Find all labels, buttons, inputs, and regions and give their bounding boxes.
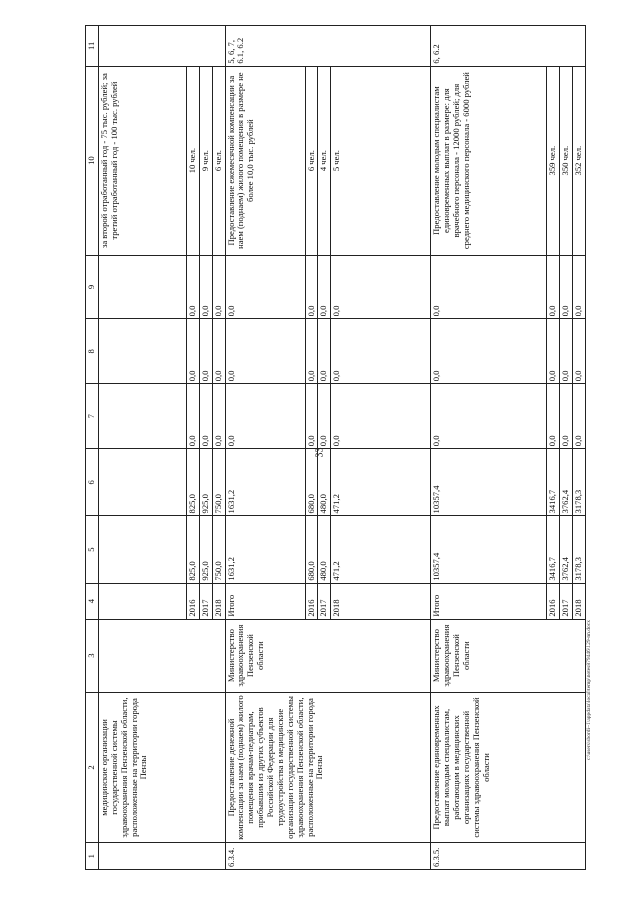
header-cell: 1 xyxy=(86,843,99,870)
value-cell: 0,0 xyxy=(186,255,199,319)
rotated-table-container xyxy=(85,25,586,870)
value-cell: 750,0 xyxy=(212,449,225,516)
value-cell: 0,0 xyxy=(225,255,305,319)
value-cell: 0,0 xyxy=(305,255,318,319)
table-row xyxy=(98,26,186,870)
result-cell: 5 чел. xyxy=(331,66,431,255)
result-cell: 9 чел. xyxy=(199,66,212,255)
item-number xyxy=(98,843,225,870)
value-cell: 680,0 xyxy=(305,516,318,583)
value-cell xyxy=(98,449,186,516)
value-cell xyxy=(98,255,186,319)
value-cell: 471,2 xyxy=(331,449,431,516)
item-name: медицинские организации государственной системы здравоохранения Пензенской области, расположенные на территории города Пензы xyxy=(98,692,225,843)
executor-cell xyxy=(98,619,225,692)
value-cell: 10357,4 xyxy=(431,516,547,583)
item-number: 6.3.5. xyxy=(431,843,586,870)
year-cell: 2018 xyxy=(331,583,431,619)
result-cell: 359 чел. xyxy=(547,66,560,255)
year-cell: 2017 xyxy=(199,583,212,619)
header-cell: 3 xyxy=(86,619,99,692)
value-cell: 3416,7 xyxy=(547,449,560,516)
indicator-cell: 5, 6, 7, 6.1, 6.2 xyxy=(225,26,431,67)
value-cell: 0,0 xyxy=(331,384,431,449)
value-cell: 0,0 xyxy=(331,319,431,384)
footer-file-path: c:\users\sbordi~1\appdata\local\temp\notes879446\129-nn.docx xyxy=(586,620,592,760)
value-cell xyxy=(98,384,186,449)
year-cell: 2017 xyxy=(560,583,573,619)
result-cell: 6 чел. xyxy=(305,66,318,255)
value-cell: 0,0 xyxy=(225,384,305,449)
header-cell: 4 xyxy=(86,583,99,619)
value-cell: 480,0 xyxy=(318,449,331,516)
value-cell: 0,0 xyxy=(212,255,225,319)
value-cell: 0,0 xyxy=(573,319,586,384)
result-cell: Предоставление молодым специалистам единовременных выплат в размере: для врачебного персонала - 12000 рублей; для среднего медицинского персонала - 6000 рублей xyxy=(431,66,547,255)
value-cell: 10357,4 xyxy=(431,449,547,516)
value-cell: 471,2 xyxy=(331,516,431,583)
year-cell: 2016 xyxy=(547,583,560,619)
value-cell xyxy=(98,319,186,384)
header-cell: 5 xyxy=(86,516,99,583)
executor-cell: Министерство здравоохранения Пензенской области xyxy=(225,619,431,692)
header-cell: 7 xyxy=(86,384,99,449)
year-cell: 2017 xyxy=(318,583,331,619)
program-activities-table xyxy=(85,25,586,870)
value-cell: 0,0 xyxy=(560,255,573,319)
result-cell: 6 чел. xyxy=(212,66,225,255)
value-cell: 0,0 xyxy=(331,255,431,319)
value-cell: 0,0 xyxy=(199,384,212,449)
value-cell: 3762,4 xyxy=(560,449,573,516)
value-cell: 1631,2 xyxy=(225,449,305,516)
value-cell: 0,0 xyxy=(547,384,560,449)
year-cell: 2018 xyxy=(573,583,586,619)
indicator-cell: 6, 6.2 xyxy=(431,26,586,67)
item-name: Предоставление денежной компенсации за наем (поднаем) жилого помещения врачам-педиатрам, прибывшим из других субъектов Российской Федерации для трудоустройства в медицинские организации государственной системы здравоохранения Пензенской области, расположенные на территории города Пензы xyxy=(225,692,431,843)
value-cell: 480,0 xyxy=(318,516,331,583)
year-cell: Итого xyxy=(225,583,305,619)
year-cell: Итого xyxy=(431,583,547,619)
value-cell: 0,0 xyxy=(431,319,547,384)
value-cell: 0,0 xyxy=(573,255,586,319)
value-cell: 1631,2 xyxy=(225,516,305,583)
value-cell: 0,0 xyxy=(560,319,573,384)
header-cell: 10 xyxy=(86,66,99,255)
value-cell: 3178,3 xyxy=(573,516,586,583)
table-row xyxy=(225,26,305,870)
result-cell: 10 чел. xyxy=(186,66,199,255)
value-cell: 0,0 xyxy=(318,255,331,319)
value-cell: 0,0 xyxy=(431,384,547,449)
value-cell: 0,0 xyxy=(212,384,225,449)
value-cell: 0,0 xyxy=(318,384,331,449)
header-cell: 11 xyxy=(86,26,99,67)
item-number: 6.3.4. xyxy=(225,843,431,870)
value-cell: 0,0 xyxy=(186,319,199,384)
result-cell: 350 чел. xyxy=(560,66,573,255)
header-cell: 8 xyxy=(86,319,99,384)
year-cell xyxy=(98,583,186,619)
result-cell: за второй отработанный год - 75 тыс. рублей; за третий отработанный год - 100 тыс. рублей xyxy=(98,66,186,255)
value-cell: 3416,7 xyxy=(547,516,560,583)
value-cell: 680,0 xyxy=(305,449,318,516)
value-cell: 825,0 xyxy=(186,449,199,516)
header-row xyxy=(86,26,99,870)
header-cell: 6 xyxy=(86,449,99,516)
result-cell: Предоставление ежемесячной компенсации за наем (поднаем) жилого помещения в размере не более 10,0 тыс. рублей xyxy=(225,66,305,255)
header-cell: 2 xyxy=(86,692,99,843)
value-cell: 0,0 xyxy=(305,384,318,449)
value-cell: 3762,4 xyxy=(560,516,573,583)
header-cell: 9 xyxy=(86,255,99,319)
result-cell: 352 чел. xyxy=(573,66,586,255)
value-cell: 3178,3 xyxy=(573,449,586,516)
item-name: Предоставление единовременных выплат молодым специалистам, работающим в медицинских организациях государственной системы здравоохранения Пензенской области xyxy=(431,692,586,843)
result-cell: 4 чел. xyxy=(318,66,331,255)
value-cell: 750,0 xyxy=(212,516,225,583)
value-cell xyxy=(98,516,186,583)
value-cell: 0,0 xyxy=(560,384,573,449)
value-cell: 0,0 xyxy=(199,255,212,319)
value-cell: 925,0 xyxy=(199,449,212,516)
value-cell: 0,0 xyxy=(212,319,225,384)
table-row xyxy=(431,26,547,870)
value-cell: 0,0 xyxy=(431,255,547,319)
page-number: 33 xyxy=(314,447,326,458)
year-cell: 2018 xyxy=(212,583,225,619)
value-cell: 0,0 xyxy=(547,255,560,319)
value-cell: 0,0 xyxy=(305,319,318,384)
executor-cell: Министерство здравоохранения Пензенской области xyxy=(431,619,586,692)
value-cell: 0,0 xyxy=(547,319,560,384)
value-cell: 0,0 xyxy=(199,319,212,384)
indicator-cell xyxy=(98,26,225,67)
value-cell: 0,0 xyxy=(186,384,199,449)
year-cell: 2016 xyxy=(305,583,318,619)
value-cell: 0,0 xyxy=(573,384,586,449)
year-cell: 2016 xyxy=(186,583,199,619)
value-cell: 925,0 xyxy=(199,516,212,583)
value-cell: 0,0 xyxy=(225,319,305,384)
value-cell: 0,0 xyxy=(318,319,331,384)
value-cell: 825,0 xyxy=(186,516,199,583)
